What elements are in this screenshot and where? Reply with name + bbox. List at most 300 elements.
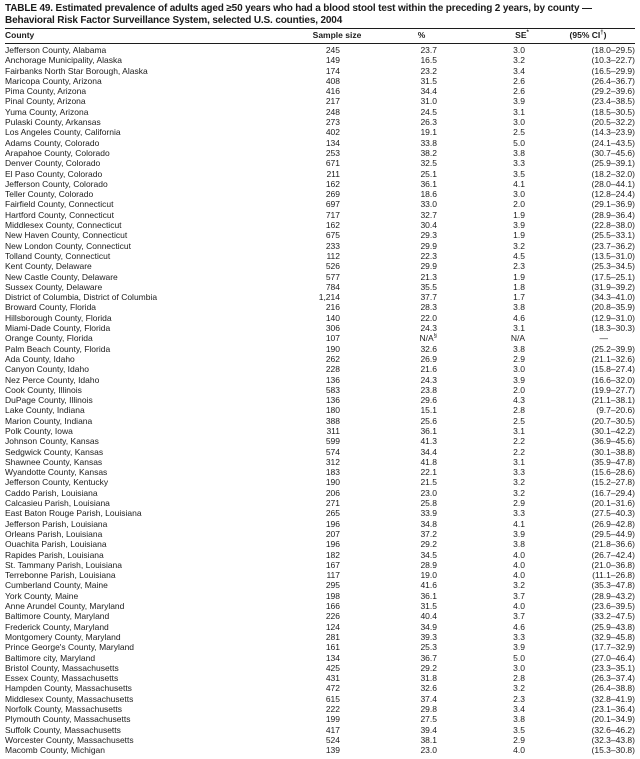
table-row	[5, 86, 635, 96]
table-row	[5, 591, 635, 601]
table-row	[5, 210, 635, 220]
table-row	[5, 344, 635, 354]
se-cell: 3.3	[513, 467, 525, 478]
percent-cell: 23.0	[420, 487, 437, 498]
sample-size-cell: 136	[325, 395, 340, 406]
sample-size-cell: 206	[325, 487, 340, 498]
table-title-line-1: TABLE 49. Estimated prevalence of adults aged ≥50 years who had a blood stool test within the preceding 2 years, by county —	[5, 3, 592, 14]
ci-cell: (28.9–43.2)	[591, 590, 635, 601]
sample-size-cell: 199	[325, 714, 340, 725]
county-cell: York County, Maine	[5, 590, 79, 601]
table-row	[5, 199, 635, 209]
se-cell: 2.3	[513, 261, 525, 272]
county-cell: Plymouth County, Massachusetts	[5, 714, 131, 725]
county-cell: Nez Perce County, Idaho	[5, 374, 100, 385]
percent-cell: 29.2	[420, 662, 437, 673]
ci-footnote-marker: †	[600, 30, 604, 37]
county-cell: Hartford County, Connecticut	[5, 209, 114, 220]
county-cell: Ada County, Idaho	[5, 353, 75, 364]
table-row	[5, 714, 635, 724]
se-cell: 3.1	[513, 456, 525, 467]
county-cell: Anne Arundel County, Maryland	[5, 601, 125, 612]
county-cell: Polk County, Iowa	[5, 425, 73, 436]
percent-cell: 22.0	[420, 312, 437, 323]
county-cell: Yuma County, Arizona	[5, 106, 89, 117]
table-row	[5, 251, 635, 261]
county-cell: Middlesex County, Connecticut	[5, 220, 122, 231]
ci-cell: (35.3–47.8)	[591, 580, 635, 591]
ci-cell: (17.7–32.9)	[591, 642, 635, 653]
county-cell: Baltimore County, Maryland	[5, 611, 110, 622]
se-cell: 3.9	[513, 96, 525, 107]
table-row	[5, 683, 635, 693]
percent-cell: 25.6	[420, 415, 437, 426]
percent-cell: 31.5	[420, 75, 437, 86]
percent-cell: 25.1	[420, 168, 437, 179]
sample-size-cell: 417	[325, 724, 340, 735]
ci-cell: (20.8–35.9)	[591, 302, 635, 313]
ci-cell: (26.4–36.7)	[591, 75, 635, 86]
ci-cell: (20.1–31.6)	[591, 498, 635, 509]
table-row	[5, 189, 635, 199]
se-cell: 3.7	[513, 590, 525, 601]
sample-size-cell: 402	[325, 127, 340, 138]
percent-cell: 31.8	[420, 673, 437, 684]
percent-cell: 33.8	[420, 137, 437, 148]
county-cell: Shawnee County, Kansas	[5, 456, 103, 467]
se-cell: 1.9	[513, 271, 525, 282]
sample-size-cell: 717	[325, 209, 340, 220]
table-row	[5, 447, 635, 457]
ci-cell: (27.5–40.3)	[591, 508, 635, 519]
table-row	[5, 220, 635, 230]
se-cell: 3.8	[513, 343, 525, 354]
county-cell: Johnson County, Kansas	[5, 436, 99, 447]
table-row	[5, 158, 635, 168]
sample-size-cell: 784	[325, 281, 340, 292]
table-row	[5, 498, 635, 508]
se-cell: 3.0	[513, 45, 525, 55]
percent-cell: 37.4	[420, 693, 437, 704]
ci-cell: (32.8–41.9)	[591, 693, 635, 704]
ci-cell: (26.4–38.8)	[591, 683, 635, 694]
table-row	[5, 663, 635, 673]
table-row	[5, 302, 635, 312]
county-cell: Sedgwick County, Kansas	[5, 446, 104, 457]
ci-cell: (15.6–28.6)	[591, 467, 635, 478]
table-row	[5, 570, 635, 580]
sample-size-cell: 226	[325, 611, 340, 622]
table-row	[5, 385, 635, 395]
se-cell: 5.0	[513, 137, 525, 148]
table-row	[5, 107, 635, 117]
se-cell: 2.9	[513, 498, 525, 509]
table-row	[5, 673, 635, 683]
table-row	[5, 436, 635, 446]
sample-size-cell: 117	[326, 570, 340, 581]
percent-cell: 29.9	[420, 261, 437, 272]
sample-size-cell: 295	[325, 580, 340, 591]
percent-cell: 32.6	[420, 343, 437, 354]
ci-cell: (32.3–43.8)	[591, 734, 635, 745]
sample-size-cell: 408	[325, 75, 340, 86]
percent-cell: 28.3	[420, 302, 437, 313]
se-cell: 3.1	[513, 323, 525, 334]
percent-cell: 24.3	[420, 374, 437, 385]
table-row	[5, 55, 635, 65]
se-cell: 3.2	[513, 487, 525, 498]
ci-cell: (22.8–38.0)	[591, 220, 635, 231]
ci-cell: (28.0–44.1)	[591, 178, 635, 189]
county-cell: Denver County, Colorado	[5, 158, 101, 169]
county-cell: Wyandotte County, Kansas	[5, 467, 108, 478]
percent-cell: 30.4	[420, 220, 437, 231]
sample-size-cell: 190	[325, 477, 340, 488]
se-cell: 1.8	[513, 281, 525, 292]
sample-size-cell: 140	[325, 312, 340, 323]
se-cell: 4.0	[513, 601, 525, 612]
sample-size-cell: 167	[325, 559, 340, 570]
se-cell: 3.1	[513, 106, 525, 117]
percent-cell: 41.6	[420, 580, 437, 591]
se-cell: 2.3	[513, 693, 525, 704]
county-cell: Adams County, Colorado	[5, 137, 100, 148]
se-cell: 3.2	[513, 477, 525, 488]
table-row	[5, 333, 635, 343]
table-row	[5, 550, 635, 560]
ci-cell: (19.9–27.7)	[591, 384, 635, 395]
percent-cell: 40.4	[420, 611, 437, 622]
percent-cell: 22.3	[420, 250, 437, 261]
percent-cell: 39.3	[420, 631, 437, 642]
table-row	[5, 179, 635, 189]
percent-cell: 22.1	[420, 467, 437, 478]
percent-cell: 32.7	[420, 209, 437, 220]
sample-size-cell: 139	[325, 745, 340, 756]
percent-cell: 34.8	[420, 518, 437, 529]
percent-cell: 36.1	[420, 590, 437, 601]
county-cell: Palm Beach County, Florida	[5, 343, 111, 354]
county-cell: Terrebonne Parish, Louisiana	[5, 570, 116, 581]
se-cell: 4.5	[513, 250, 525, 261]
ci-cell: (18.0–29.5)	[591, 45, 635, 55]
se-cell: 3.2	[513, 683, 525, 694]
se-cell: 4.0	[513, 570, 525, 581]
se-cell: 4.6	[513, 312, 525, 323]
sample-size-cell: 524	[325, 734, 340, 745]
sample-size-cell: 162	[325, 220, 340, 231]
se-cell: 4.6	[513, 621, 525, 632]
percent-cell: 24.3	[420, 323, 437, 334]
table-row	[5, 375, 635, 385]
percent-cell: 41.8	[420, 456, 437, 467]
ci-cell: (9.7–20.6)	[596, 405, 635, 416]
percent-cell: 36.1	[420, 425, 437, 436]
county-cell: Pulaski County, Arkansas	[5, 117, 101, 128]
table-row	[5, 323, 635, 333]
county-cell: Fairfield County, Connecticut	[5, 199, 114, 210]
county-cell: Arapahoe County, Colorado	[5, 147, 110, 158]
sample-size-cell: 312	[325, 456, 340, 467]
sample-size-cell: 222	[325, 704, 340, 714]
se-cell: 2.5	[513, 415, 525, 426]
se-cell: 3.3	[513, 508, 525, 519]
percent-cell: 38.2	[420, 147, 437, 158]
table-row	[5, 426, 635, 436]
county-cell: DuPage County, Illinois	[5, 395, 93, 406]
county-cell: Middlesex County, Massachusetts	[5, 693, 134, 704]
sample-size-cell: 599	[325, 436, 340, 447]
table-row	[5, 457, 635, 467]
table-row	[5, 364, 635, 374]
percent-cell: 29.6	[420, 395, 437, 406]
ci-cell: (25.2–39.9)	[591, 343, 635, 354]
ci-cell: (16.6–32.0)	[591, 374, 635, 385]
percent-cell: 34.4	[420, 86, 437, 97]
sample-size-cell: 431	[325, 673, 340, 684]
ci-cell: (32.6–46.2)	[591, 724, 635, 735]
ci-cell: (21.1–38.1)	[591, 395, 635, 406]
table-row	[5, 138, 635, 148]
ci-cell: (23.4–38.5)	[591, 96, 635, 107]
sample-size-cell: 216	[325, 302, 340, 313]
se-cell: 2.8	[513, 405, 525, 416]
se-cell: 3.2	[513, 240, 525, 251]
county-cell: Pinal County, Arizona	[5, 96, 86, 107]
se-cell: 3.0	[513, 364, 525, 375]
table-row	[5, 653, 635, 663]
column-header-ci	[533, 29, 640, 44]
se-cell: 3.9	[513, 528, 525, 539]
table-row	[5, 745, 635, 755]
se-cell: 2.5	[513, 127, 525, 138]
county-cell: Miami-Dade County, Florida	[5, 323, 111, 334]
ci-cell: (15.2–27.8)	[591, 477, 635, 488]
county-cell: New London County, Connecticut	[5, 240, 132, 251]
ci-cell: (21.0–36.8)	[591, 559, 635, 570]
sample-size-cell: 271	[325, 498, 340, 509]
sample-size-cell: 262	[325, 353, 340, 364]
county-cell: Broward County, Florida	[5, 302, 97, 313]
ci-cell: (35.9–47.8)	[591, 456, 635, 467]
percent-cell: 32.6	[420, 683, 437, 694]
ci-cell: (17.5–25.1)	[591, 271, 635, 282]
county-cell: Lake County, Indiana	[5, 405, 85, 416]
percent-cell: 29.9	[420, 240, 437, 251]
county-cell: Teller County, Colorado	[5, 189, 94, 200]
se-cell: 2.0	[513, 199, 525, 210]
county-cell: Fairbanks North Star Borough, Alaska	[5, 65, 148, 76]
percent-cell: 31.0	[420, 96, 437, 107]
county-cell: Orange County, Florida	[5, 333, 93, 344]
county-cell: Montgomery County, Maryland	[5, 631, 121, 642]
ci-cell: (31.9–39.2)	[591, 281, 635, 292]
table-row	[5, 169, 635, 179]
percent-cell: 23.0	[420, 745, 437, 756]
table-row	[5, 66, 635, 76]
county-cell: Rapides Parish, Louisiana	[5, 549, 104, 560]
percent-cell: 34.4	[420, 446, 437, 457]
percent-cell: N/A§	[419, 333, 437, 344]
percent-cell: 37.2	[420, 528, 437, 539]
county-cell: Marion County, Indiana	[5, 415, 93, 426]
ci-cell: (33.2–47.5)	[591, 611, 635, 622]
sample-size-cell: 472	[325, 683, 340, 694]
percent-cell: 26.9	[420, 353, 437, 364]
se-cell: 2.2	[513, 436, 525, 447]
percent-cell: 38.1	[420, 734, 437, 745]
table-row	[5, 148, 635, 158]
table-body	[5, 43, 635, 755]
ci-cell: (14.3–23.9)	[591, 127, 635, 138]
county-cell: Suffolk County, Massachusetts	[5, 724, 121, 735]
ci-cell: (29.1–36.9)	[591, 199, 635, 210]
table-row	[5, 43, 635, 55]
table-row	[5, 282, 635, 292]
percent-cell: 19.0	[420, 570, 437, 581]
table-row	[5, 735, 635, 745]
table-row	[5, 96, 635, 106]
percent-cell: 24.5	[420, 106, 437, 117]
percent-cell: 25.8	[420, 498, 437, 509]
se-cell: 3.5	[513, 168, 525, 179]
percent-cell: 39.4	[420, 724, 437, 735]
county-cell: Orleans Parish, Louisiana	[5, 528, 103, 539]
ci-cell: (25.9–43.8)	[591, 621, 635, 632]
table-row	[5, 560, 635, 570]
sample-size-cell: 265	[325, 508, 340, 519]
percent-cell: 36.1	[420, 178, 437, 189]
se-cell: 3.9	[513, 642, 525, 653]
county-cell: New Haven County, Connecticut	[5, 230, 128, 241]
table-row	[5, 354, 635, 364]
percent-cell: 26.3	[420, 117, 437, 128]
sample-size-cell: 166	[325, 601, 340, 612]
table-title-line-2: Behavioral Risk Factor Surveillance System, selected U.S. counties, 2004	[5, 14, 343, 26]
percent-cell: 15.1	[420, 405, 437, 416]
se-cell: 4.3	[513, 395, 525, 406]
table-row	[5, 580, 635, 590]
sample-size-cell: 388	[325, 415, 340, 426]
sample-size-cell: 190	[325, 343, 340, 354]
ci-cell: (23.7–36.2)	[591, 240, 635, 251]
table-row	[5, 127, 635, 137]
sample-size-cell: 273	[325, 117, 340, 128]
ci-cell: (15.8–27.4)	[591, 364, 635, 375]
ci-cell: (20.5–32.2)	[591, 117, 635, 128]
ci-cell: (20.7–30.5)	[591, 415, 635, 426]
sample-size-cell: 183	[325, 467, 340, 478]
county-cell: District of Columbia, District of Columbia	[5, 292, 158, 303]
county-cell: Ouachita Parish, Louisiana	[5, 539, 107, 550]
percent-cell: 21.6	[420, 364, 437, 375]
county-cell: Cumberland County, Maine	[5, 580, 108, 591]
se-cell: 3.7	[513, 611, 525, 622]
county-cell: Jefferson County, Colorado	[5, 178, 108, 189]
se-cell: 3.0	[513, 662, 525, 673]
sample-size-cell: 697	[325, 199, 340, 210]
percent-cell: 29.8	[420, 704, 437, 714]
se-cell: 3.4	[513, 704, 525, 714]
ci-cell: (30.7–45.6)	[591, 147, 635, 158]
na-footnote-marker: §	[433, 333, 437, 340]
se-cell: 3.3	[513, 631, 525, 642]
sample-size-cell: 425	[325, 662, 340, 673]
sample-size-cell: 162	[325, 178, 340, 189]
sample-size-cell: 281	[325, 631, 340, 642]
sample-size-cell: 1,214	[318, 292, 340, 303]
table-row	[5, 642, 635, 652]
ci-cell: (26.9–42.8)	[591, 518, 635, 529]
county-cell: Jefferson Parish, Louisiana	[5, 518, 108, 529]
county-cell: El Paso County, Colorado	[5, 168, 103, 179]
table-row	[5, 539, 635, 549]
percent-cell: 36.7	[420, 652, 437, 663]
percent-cell: 23.2	[420, 65, 437, 76]
sample-size-cell: 675	[325, 230, 340, 241]
percent-cell: 31.5	[420, 601, 437, 612]
sample-size-cell: 245	[325, 45, 340, 55]
se-cell: 3.2	[513, 580, 525, 591]
county-cell: East Baton Rouge Parish, Louisiana	[5, 508, 142, 519]
table-row	[5, 416, 635, 426]
ci-cell: (28.9–36.4)	[591, 209, 635, 220]
table-row	[5, 632, 635, 642]
sample-size-cell: 107	[325, 333, 340, 344]
sample-size-cell: 577	[325, 271, 340, 282]
percent-cell: 32.5	[420, 158, 437, 169]
sample-size-cell: 196	[325, 539, 340, 550]
table-row	[5, 117, 635, 127]
se-cell: 4.1	[513, 178, 525, 189]
percent-cell: 34.5	[420, 549, 437, 560]
percent-cell: 35.5	[420, 281, 437, 292]
table-row	[5, 601, 635, 611]
ci-cell: (12.8–24.4)	[591, 189, 635, 200]
ci-cell: (21.1–32.6)	[591, 353, 635, 364]
percent-cell: 23.8	[420, 384, 437, 395]
table-row	[5, 241, 635, 251]
sample-size-cell: 269	[325, 189, 340, 200]
se-label: SE	[515, 30, 527, 40]
ci-cell: (18.5–30.5)	[591, 106, 635, 117]
table-row	[5, 395, 635, 405]
percent-cell: 21.3	[420, 271, 437, 282]
ci-cell: (32.9–45.8)	[591, 631, 635, 642]
se-cell: 3.3	[513, 158, 525, 169]
se-cell: 2.6	[513, 75, 525, 86]
percent-cell: 29.2	[420, 539, 437, 550]
sample-size-cell: 180	[325, 405, 340, 416]
se-cell: 2.8	[513, 673, 525, 684]
ci-cell: —	[599, 333, 608, 344]
county-cell: Baltimore city, Maryland	[5, 652, 96, 663]
county-cell: Essex County, Massachusetts	[5, 673, 119, 684]
se-cell: 2.0	[513, 384, 525, 395]
county-cell: Tolland County, Connecticut	[5, 250, 111, 261]
se-cell: 3.8	[513, 714, 525, 725]
ci-cell: (25.3–34.5)	[591, 261, 635, 272]
county-cell: Prince George's County, Maryland	[5, 642, 135, 653]
county-cell: Cook County, Illinois	[5, 384, 82, 395]
sample-size-cell: 161	[325, 642, 340, 653]
se-cell: 1.9	[513, 230, 525, 241]
ci-cell: (26.7–42.4)	[591, 549, 635, 560]
ci-cell: (24.1–43.5)	[591, 137, 635, 148]
sample-size-cell: 253	[325, 147, 340, 158]
ci-cell: (26.3–37.4)	[591, 673, 635, 684]
se-cell: 3.0	[513, 117, 525, 128]
